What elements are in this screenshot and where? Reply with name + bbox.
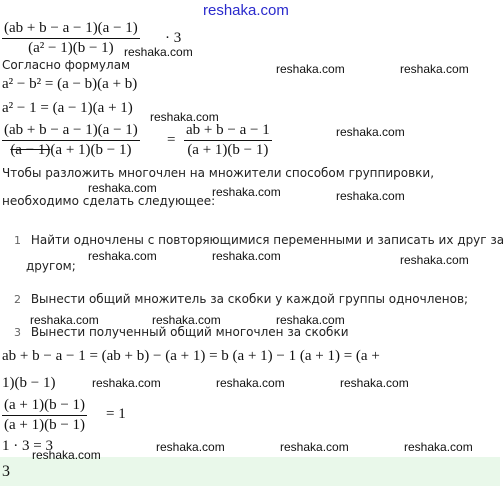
- product-line: 1 · 3 = 3: [2, 438, 53, 454]
- watermark: reshaka.com: [32, 448, 101, 462]
- intro-line-2: необходимо сделать следующее:: [2, 194, 216, 208]
- expr1-denominator: (a² − 1)(b − 1): [28, 40, 114, 56]
- watermark: reshaka.com: [124, 45, 193, 59]
- expr2-left-denominator: [10, 141, 131, 159]
- fraction-expr2-left: [2, 122, 140, 159]
- grouping-line-2: 1)(b − 1): [2, 375, 56, 391]
- answer-value: 3: [2, 463, 10, 480]
- watermark-top: reshaka.com: [203, 2, 289, 19]
- watermark: reshaka.com: [30, 313, 99, 327]
- watermark: reshaka.com: [400, 62, 469, 76]
- step-3-text: Вынести полученный общий многочлен за скобки: [30, 325, 349, 339]
- fraction-expr1: [2, 20, 140, 57]
- expr3-numerator: (a + 1)(b − 1): [2, 397, 87, 416]
- watermark: reshaka.com: [280, 440, 349, 454]
- expr2-cancelled-factor: (a − 1): [10, 142, 51, 158]
- watermark: reshaka.com: [156, 440, 225, 454]
- expr2-right-numerator: ab + b − a − 1: [184, 122, 272, 141]
- expr2-right-denominator: (a + 1)(b − 1): [187, 142, 269, 158]
- watermark: reshaka.com: [404, 440, 473, 454]
- step-2: [14, 292, 468, 306]
- identity-a-squared-minus-one: a² − 1 = (a − 1)(a + 1): [2, 100, 133, 116]
- step-1-continued: другом;: [26, 259, 76, 273]
- watermark: reshaka.com: [150, 110, 219, 124]
- expr1-numerator: (ab + b − a − 1)(a − 1): [2, 20, 140, 39]
- step-2-number: 2: [14, 293, 21, 306]
- watermark: reshaka.com: [276, 313, 345, 327]
- watermark: reshaka.com: [212, 185, 281, 199]
- step-3-number: 3: [14, 326, 21, 339]
- watermark: reshaka.com: [276, 62, 345, 76]
- expr1-tail: · 3: [165, 30, 182, 46]
- step-3: [14, 325, 349, 339]
- expr2-equals: =: [167, 132, 176, 148]
- identity-difference-of-squares: a² − b² = (a − b)(a + b): [2, 76, 138, 92]
- step-2-text: Вынести общий множитель за скобки у каждой группы одночленов;: [30, 292, 469, 306]
- expr3-denominator: (a + 1)(b − 1): [4, 417, 86, 433]
- watermark: reshaka.com: [152, 313, 221, 327]
- watermark: reshaka.com: [340, 376, 409, 390]
- watermark: reshaka.com: [336, 125, 405, 139]
- cut-heading: Согласно формулам: [2, 58, 131, 72]
- intro-line-1: Чтобы разложить многочлен на множители способом группировки,: [2, 166, 435, 180]
- watermark: reshaka.com: [212, 249, 281, 263]
- grouping-line-1: ab + b − a − 1 = (ab + b) − (a + 1) = b (a + 1) − 1 (a + 1) = (a +: [2, 348, 380, 364]
- step-1-number: 1: [14, 234, 21, 247]
- watermark: reshaka.com: [336, 189, 405, 203]
- watermark: reshaka.com: [88, 249, 157, 263]
- watermark: reshaka.com: [400, 253, 469, 267]
- watermark: reshaka.com: [88, 181, 157, 195]
- fraction-expr3: [2, 397, 87, 434]
- watermark: reshaka.com: [216, 376, 285, 390]
- expr3-rhs: = 1: [106, 406, 126, 422]
- step-1: [14, 233, 504, 247]
- expr2-left-den-rest: (a + 1)(b − 1): [50, 142, 132, 158]
- expr2-left-numerator: (ab + b − a − 1)(a − 1): [2, 122, 140, 141]
- step-1-text: Найти одночлены с повторяющимися переменными и записать их друг за: [30, 233, 504, 247]
- watermark: reshaka.com: [92, 376, 161, 390]
- fraction-expr2-right: [184, 122, 272, 159]
